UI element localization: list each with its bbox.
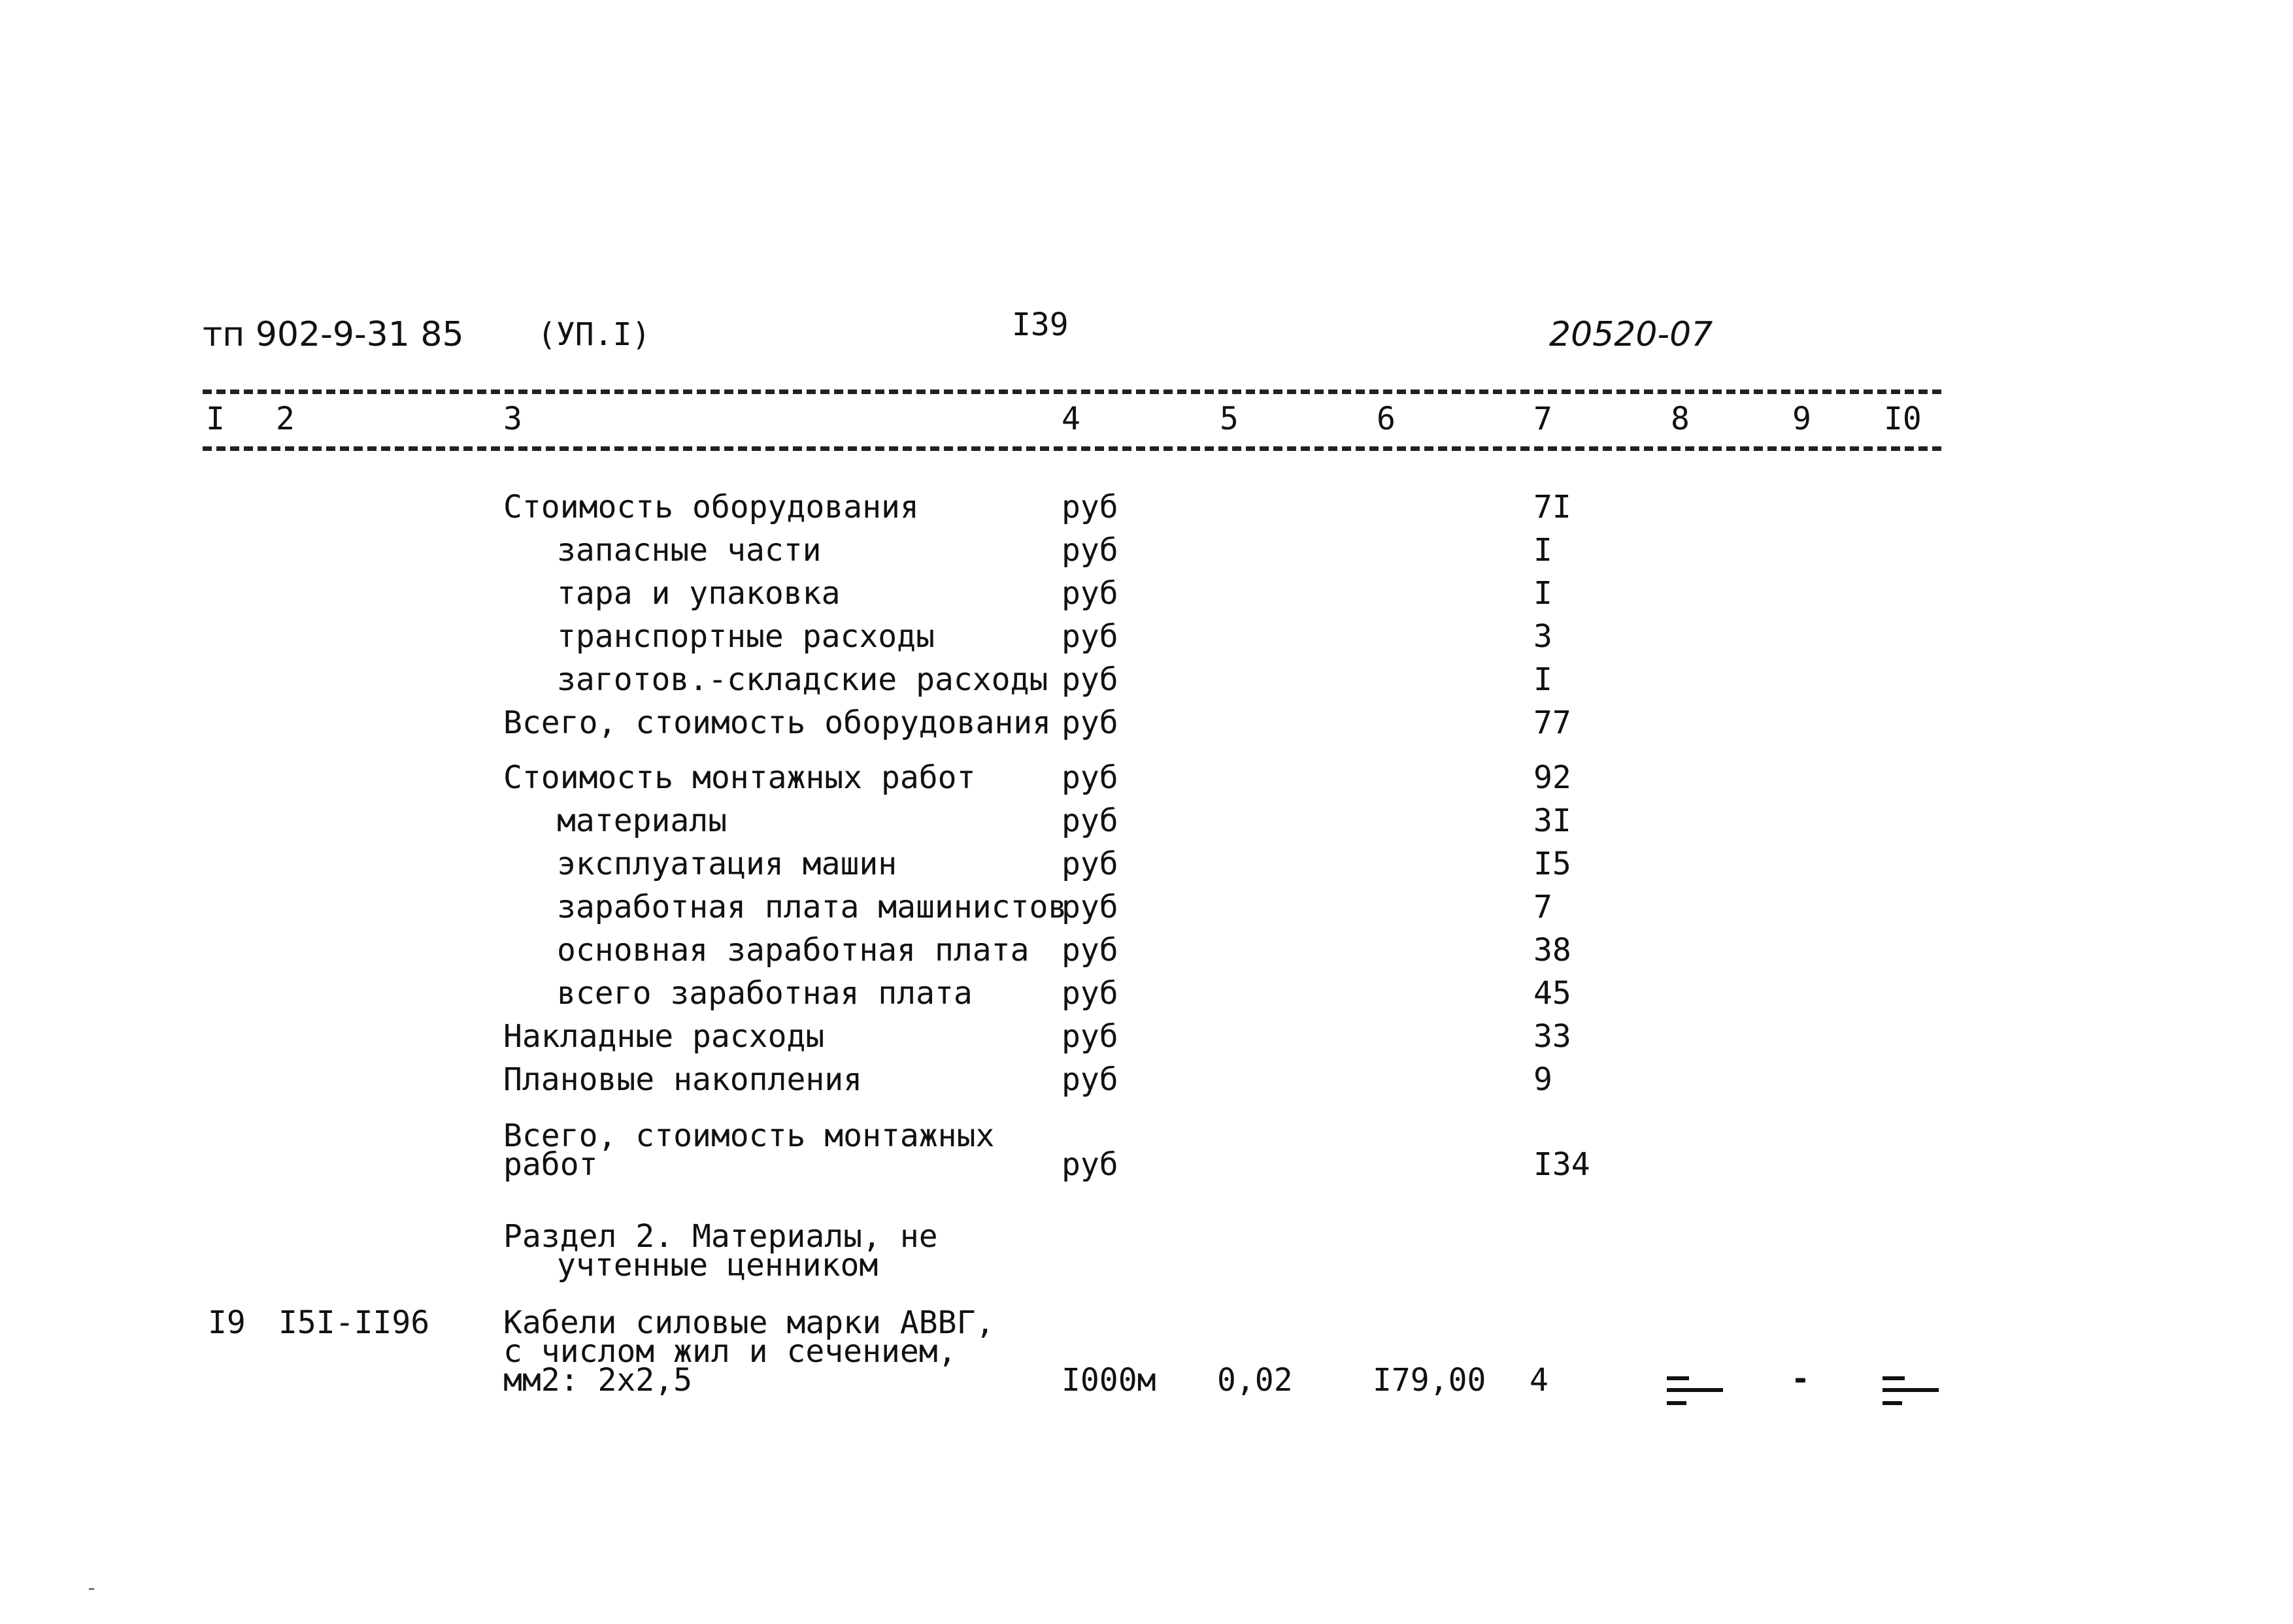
- item-col9-dash: -: [1791, 1361, 1810, 1397]
- cost-row-unit: руб: [1062, 803, 1118, 839]
- cost-row-unit: руб: [1062, 1061, 1118, 1098]
- column-number-5: 5: [1220, 401, 1239, 437]
- cost-row-value: 3: [1533, 618, 1552, 655]
- cost-row-unit: руб: [1062, 575, 1118, 612]
- cost-row-unit: руб: [1062, 975, 1118, 1012]
- item-name-line2: с числом жил и сечением,: [503, 1333, 957, 1370]
- sheet-code: 20520-07: [1549, 315, 1713, 354]
- cost-row-unit: руб: [1062, 704, 1118, 741]
- cost-row-unit: руб: [1062, 1018, 1118, 1055]
- cost-row-value: 7I: [1533, 489, 1571, 525]
- cost-row-name: материалы: [557, 803, 728, 839]
- cost-row-name: Накладные расходы: [503, 1018, 825, 1055]
- cost-row-name: основная заработная плата: [557, 932, 1029, 969]
- cost-row-value: I: [1533, 532, 1552, 569]
- album-number: (УП.I): [537, 316, 651, 353]
- cost-row-value: 33: [1533, 1018, 1571, 1055]
- cost-row-name: всего заработная плата: [557, 975, 973, 1012]
- cost-row-unit: руб: [1062, 759, 1118, 796]
- cost-row-value: 45: [1533, 975, 1571, 1012]
- cost-row-value: 92: [1533, 759, 1571, 796]
- cost-row-name: заготов.-складские расходы: [557, 661, 1048, 698]
- column-number-3: 3: [503, 401, 522, 437]
- item-total: 4: [1530, 1362, 1548, 1399]
- item-unit: I000м: [1062, 1362, 1156, 1399]
- cost-row-value: 9: [1533, 1061, 1552, 1098]
- column-number-1: I: [206, 401, 225, 437]
- cost-row-unit: руб: [1062, 618, 1118, 655]
- cost-row-value: I: [1533, 661, 1552, 698]
- item-number: I9: [208, 1304, 246, 1341]
- column-number-9: 9: [1792, 401, 1811, 437]
- cost-row-name: Стоимость оборудования: [503, 489, 919, 525]
- cost-row-value: 77: [1533, 704, 1571, 741]
- cost-row-unit: руб: [1062, 532, 1118, 569]
- column-number-8: 8: [1671, 401, 1690, 437]
- item-price: I79,00: [1373, 1362, 1486, 1399]
- cost-row-unit: руб: [1062, 889, 1118, 925]
- header-rule-bottom: [203, 446, 1941, 451]
- total-mounting-value: I34: [1533, 1146, 1590, 1183]
- item-name-line3: мм2: 2х2,5: [503, 1362, 692, 1399]
- doc-code: тп 902-9-31 85: [203, 315, 464, 354]
- item-name-line1: Кабели силовые марки АВВГ,: [503, 1304, 995, 1341]
- item-code: I5I-II96: [278, 1304, 430, 1341]
- cost-row-unit: руб: [1062, 489, 1118, 525]
- cost-row-name: Плановые накопления: [503, 1061, 863, 1098]
- cost-row-name: заработная плата машинистов: [557, 889, 1067, 925]
- cost-row-name: эксплуатация машин: [557, 846, 897, 882]
- column-number-6: 6: [1377, 401, 1396, 437]
- column-number-10: I0: [1884, 401, 1922, 437]
- cost-row-name: Всего, стоимость оборудования: [503, 704, 1052, 741]
- total-mounting-name-line2: работ: [503, 1146, 598, 1183]
- header-rule-top: [203, 389, 1941, 394]
- page-number: I39: [1012, 307, 1069, 343]
- cost-row-name: Стоимость монтажных работ: [503, 759, 976, 796]
- cost-row-name: тара и упаковка: [557, 575, 841, 612]
- total-mounting-name-line1: Всего, стоимость монтажных: [503, 1118, 995, 1154]
- cost-row-value: 38: [1533, 932, 1571, 969]
- item-quantity: 0,02: [1217, 1362, 1293, 1399]
- total-mounting-unit: руб: [1062, 1146, 1118, 1183]
- cost-row-unit: руб: [1062, 846, 1118, 882]
- cost-row-unit: руб: [1062, 661, 1118, 698]
- cost-row-unit: руб: [1062, 932, 1118, 969]
- cost-row-value: 3I: [1533, 803, 1571, 839]
- column-number-7: 7: [1533, 401, 1552, 437]
- cost-row-name: транспортные расходы: [557, 618, 935, 655]
- cost-row-value: I5: [1533, 846, 1571, 882]
- cost-row-value: 7: [1533, 889, 1552, 925]
- column-number-2: 2: [276, 401, 295, 437]
- column-number-4: 4: [1062, 401, 1080, 437]
- cost-row-value: I: [1533, 575, 1552, 612]
- section-2-heading-line1: Раздел 2. Материалы, не: [503, 1218, 938, 1255]
- section-2-heading-line2: учтенные ценником: [557, 1247, 879, 1284]
- scan-speck: [89, 1588, 94, 1590]
- cost-row-name: запасные части: [557, 532, 822, 569]
